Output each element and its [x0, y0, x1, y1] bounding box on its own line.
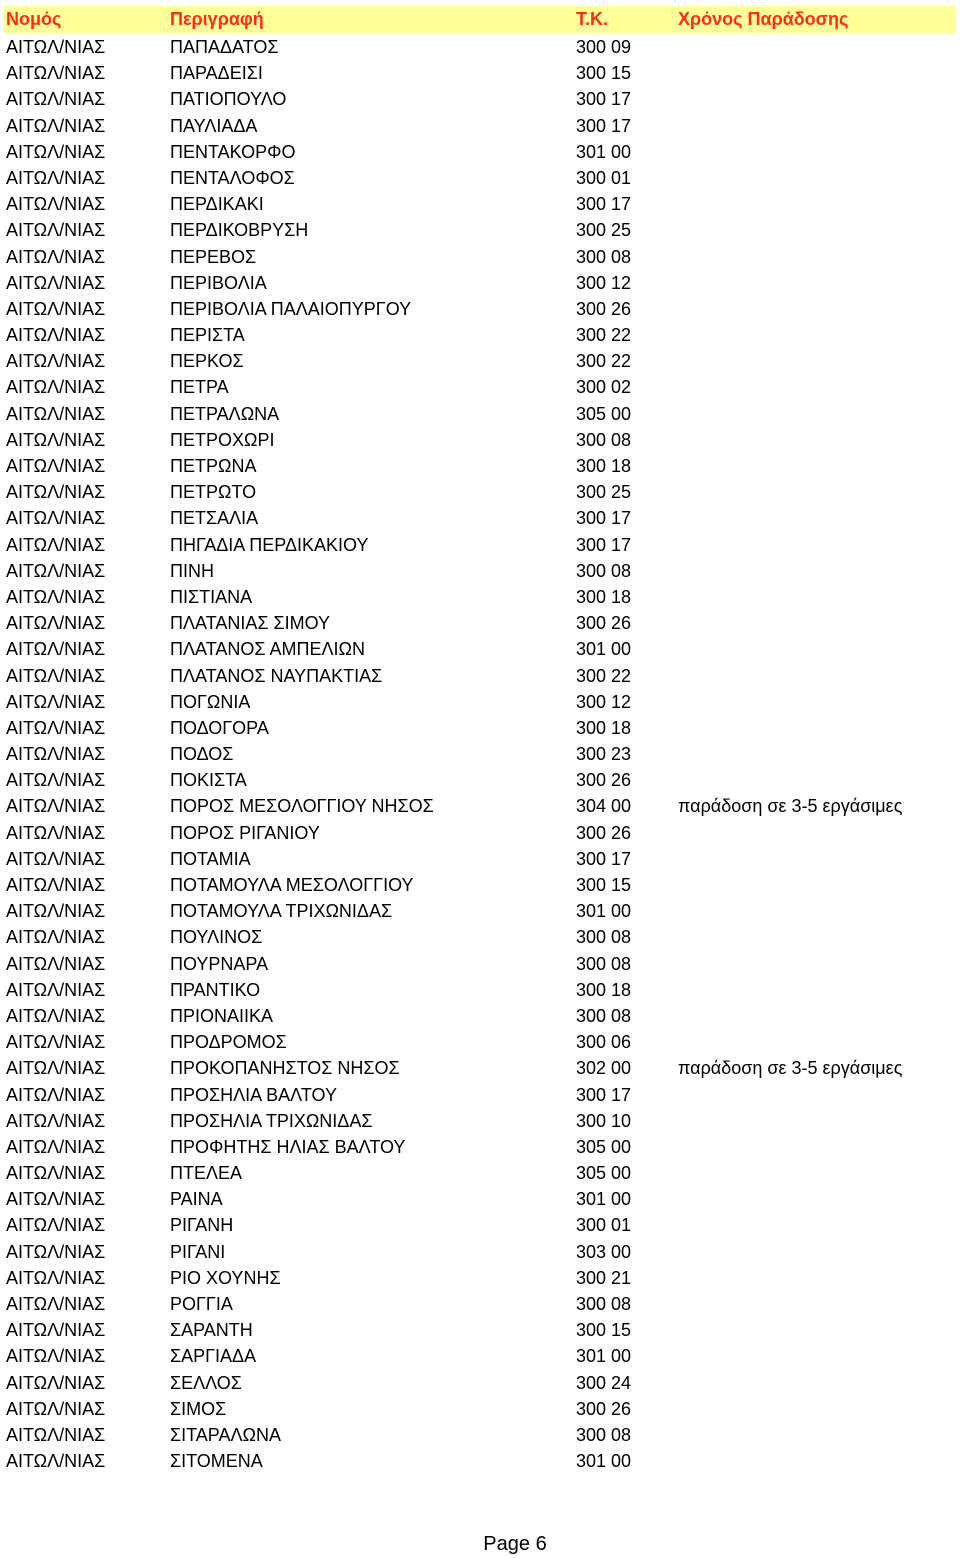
cell-perigrafi: ΣΕΛΛΟΣ — [170, 1372, 242, 1393]
cell-tk: 300 18 — [576, 586, 632, 607]
cell-tk: 300 15 — [576, 875, 632, 895]
cell-perigrafi: ΣΙΤΑΡΑΛΩΝΑ — [170, 1424, 281, 1445]
cell-nomos: ΑΙΤΩΛ/ΝΙΑΣ — [6, 325, 106, 346]
cell-perigrafi: ΣΑΡΑΝΤΗ — [170, 1320, 253, 1341]
cell-perigrafi: ΡΙΟ ΧΟΥΝΗΣ — [170, 1267, 281, 1288]
cell-tk: 300 22 — [576, 665, 632, 686]
cell-perigrafi: ΠΕΡΙΣΤΑ — [170, 325, 245, 346]
cell-tk: 301 00 — [576, 1189, 632, 1210]
cell-tk: 300 24 — [576, 1372, 632, 1393]
table-row — [4, 374, 956, 400]
table-row — [4, 1003, 956, 1029]
cell-tk: 300 17 — [576, 1084, 632, 1105]
cell-nomos: ΑΙΤΩΛ/ΝΙΑΣ — [6, 1241, 106, 1262]
cell-nomos: ΑΙΤΩΛ/ΝΙΑΣ — [6, 848, 106, 869]
cell-nomos: ΑΙΤΩΛ/ΝΙΑΣ — [6, 1267, 106, 1288]
cell-nomos: ΑΙΤΩΛ/ΝΙΑΣ — [6, 1032, 106, 1053]
cell-perigrafi: ΠΕΤΡΟΧΩΡΙ — [170, 429, 275, 450]
cell-tk: 300 12 — [576, 272, 632, 293]
cell-perigrafi: ΠΟΥΛΙΝΟΣ — [170, 927, 263, 948]
cell-perigrafi: ΠΑΤΙΟΠΟΥΛΟ — [170, 89, 287, 110]
table-row — [4, 270, 956, 296]
cell-tk: 300 26 — [576, 822, 632, 843]
cell-nomos: ΑΙΤΩΛ/ΝΙΑΣ — [6, 1005, 106, 1026]
cell-tk: 301 00 — [576, 141, 632, 162]
cell-tk: 300 12 — [576, 691, 632, 712]
cell-perigrafi: ΡΙΓΑΝΙ — [170, 1241, 226, 1262]
cell-nomos: ΑΙΤΩΛ/ΝΙΑΣ — [6, 665, 106, 686]
table-row — [4, 191, 956, 217]
cell-perigrafi: ΡΑΙΝΑ — [170, 1189, 223, 1210]
cell-nomos: ΑΙΤΩΛ/ΝΙΑΣ — [6, 796, 106, 817]
table-row — [4, 1134, 956, 1160]
cell-perigrafi: ΠΕΤΡΑΛΩΝΑ — [170, 403, 280, 424]
table-row — [4, 558, 956, 584]
cell-tk: 300 18 — [576, 456, 632, 476]
cell-perigrafi: ΠΕΤΡΩΤΟ — [170, 482, 257, 503]
cell-tk: 300 01 — [576, 1215, 632, 1236]
cell-tk: 301 00 — [576, 1346, 632, 1367]
cell-tk: 300 18 — [576, 979, 632, 1000]
cell-perigrafi: ΠΕΡΙΒΟΛΙΑ — [170, 272, 267, 293]
table-row — [4, 636, 956, 662]
table-row — [4, 322, 956, 348]
cell-tk: 300 08 — [576, 953, 632, 974]
table-row — [4, 793, 956, 819]
table-row — [4, 1186, 956, 1212]
cell-perigrafi: ΠΙΝΗ — [170, 560, 214, 581]
table-row — [4, 977, 956, 1003]
cell-nomos: ΑΙΤΩΛ/ΝΙΑΣ — [6, 979, 106, 1000]
cell-perigrafi: ΠΟΤΑΜΙΑ — [170, 848, 251, 869]
cell-nomos: ΑΙΤΩΛ/ΝΙΑΣ — [6, 220, 106, 241]
table-row — [4, 951, 956, 977]
cell-nomos: ΑΙΤΩΛ/ΝΙΑΣ — [6, 639, 106, 660]
cell-tk: 305 00 — [576, 1163, 632, 1184]
cell-nomos: ΑΙΤΩΛ/ΝΙΑΣ — [6, 194, 106, 215]
table-row — [4, 401, 956, 427]
cell-perigrafi: ΠΗΓΑΔΙΑ ΠΕΡΔΙΚΑΚΙΟΥ — [170, 534, 369, 555]
table-row — [4, 1396, 956, 1422]
cell-tk: 300 10 — [576, 1110, 632, 1131]
cell-perigrafi: ΠΛΑΤΑΝΙΑΣ ΣΙΜΟΥ — [170, 613, 331, 634]
cell-perigrafi: ΠΡΟΣΗΛΙΑ ΤΡΙΧΩΝΙΔΑΣ — [170, 1110, 373, 1131]
table-row — [4, 1265, 956, 1291]
cell-nomos: ΑΙΤΩΛ/ΝΙΑΣ — [6, 560, 106, 581]
cell-nomos: ΑΙΤΩΛ/ΝΙΑΣ — [6, 508, 106, 529]
cell-perigrafi: ΠΛΑΤΑΝΟΣ ΑΜΠΕΛΙΩΝ — [170, 639, 365, 660]
cell-perigrafi: ΠΟΤΑΜΟΥΛΑ ΤΡΙΧΩΝΙΔΑΣ — [170, 901, 393, 922]
cell-tk: 301 00 — [576, 639, 632, 660]
cell-nomos: ΑΙΤΩΛ/ΝΙΑΣ — [6, 901, 106, 922]
cell-tk: 300 09 — [576, 37, 632, 57]
cell-perigrafi: ΠΕΡΕΒΟΣ — [170, 246, 257, 267]
cell-tk: 300 22 — [576, 325, 632, 346]
cell-nomos: ΑΙΤΩΛ/ΝΙΑΣ — [6, 272, 106, 293]
cell-nomos: ΑΙΤΩΛ/ΝΙΑΣ — [6, 1451, 106, 1472]
cell-tk: 301 00 — [576, 901, 632, 922]
cell-perigrafi: ΠΕΡΚΟΣ — [170, 351, 244, 372]
cell-nomos: ΑΙΤΩΛ/ΝΙΑΣ — [6, 167, 106, 188]
cell-nomos: ΑΙΤΩΛ/ΝΙΑΣ — [6, 377, 106, 398]
cell-tk: 300 15 — [576, 1320, 632, 1341]
table-row — [4, 1291, 956, 1317]
cell-nomos: ΑΙΤΩΛ/ΝΙΑΣ — [6, 351, 106, 372]
cell-perigrafi: ΠΟΡΟΣ ΡΙΓΑΝΙΟΥ — [170, 822, 320, 843]
cell-perigrafi: ΠΟΔΟΓΟΡΑ — [170, 717, 269, 738]
cell-perigrafi: ΡΙΓΑΝΗ — [170, 1215, 234, 1236]
table-row — [4, 60, 956, 86]
cell-nomos: ΑΙΤΩΛ/ΝΙΑΣ — [6, 115, 106, 136]
cell-nomos: ΑΙΤΩΛ/ΝΙΑΣ — [6, 1058, 106, 1079]
cell-nomos: ΑΙΤΩΛ/ΝΙΑΣ — [6, 1398, 106, 1419]
cell-tk: 300 08 — [576, 246, 632, 267]
cell-perigrafi: ΠΑΥΛΙΑΔΑ — [170, 115, 258, 136]
cell-tk: 303 00 — [576, 1241, 632, 1262]
cell-perigrafi: ΠΡΑΝΤΙΚΟ — [170, 979, 261, 1000]
cell-tk: 300 17 — [576, 534, 632, 555]
cell-nomos: ΑΙΤΩΛ/ΝΙΑΣ — [6, 298, 106, 319]
cell-perigrafi: ΠΡΟΚΟΠΑΝΗΣΤΟΣ ΝΗΣΟΣ — [170, 1058, 400, 1079]
table-row — [4, 1317, 956, 1343]
table-header — [4, 6, 956, 33]
cell-perigrafi: ΠΟΓΩΝΙΑ — [170, 691, 251, 712]
cell-perigrafi: ΠΕΤΡΑ — [170, 377, 229, 398]
cell-perigrafi: ΠΡΟΣΗΛΙΑ ΒΑΛΤΟΥ — [170, 1084, 337, 1105]
cell-tk: 301 00 — [576, 1451, 632, 1472]
table-row — [4, 820, 956, 846]
cell-tk: 300 08 — [576, 1005, 632, 1026]
cell-tk: 300 08 — [576, 429, 632, 450]
cell-tk: 305 00 — [576, 403, 632, 424]
cell-tk: 300 17 — [576, 89, 632, 110]
table-row — [4, 1108, 956, 1134]
cell-nomos: ΑΙΤΩΛ/ΝΙΑΣ — [6, 37, 106, 57]
table-row — [4, 663, 956, 689]
cell-tk: 300 22 — [576, 351, 632, 372]
table-row — [4, 1212, 956, 1238]
table-row — [4, 34, 956, 60]
cell-nomos: ΑΙΤΩΛ/ΝΙΑΣ — [6, 822, 106, 843]
cell-perigrafi: ΣΑΡΓΙΑΔΑ — [170, 1346, 257, 1367]
cell-nomos: ΑΙΤΩΛ/ΝΙΑΣ — [6, 717, 106, 738]
cell-nomos: ΑΙΤΩΛ/ΝΙΑΣ — [6, 1163, 106, 1184]
cell-perigrafi: ΠΕΡΔΙΚΑΚΙ — [170, 194, 264, 215]
cell-nomos: ΑΙΤΩΛ/ΝΙΑΣ — [6, 141, 106, 162]
table-row — [4, 924, 956, 950]
cell-nomos: ΑΙΤΩΛ/ΝΙΑΣ — [6, 403, 106, 424]
cell-perigrafi: ΠΡΟΦΗΤΗΣ ΗΛΙΑΣ ΒΑΛΤΟΥ — [170, 1136, 406, 1157]
header-tk: Τ.Κ. — [576, 9, 609, 29]
cell-tk: 300 08 — [576, 560, 632, 581]
table-row — [4, 1239, 956, 1265]
cell-tk: 300 01 — [576, 167, 632, 188]
cell-tk: 300 26 — [576, 613, 632, 634]
table-row — [4, 217, 956, 243]
cell-nomos: ΑΙΤΩΛ/ΝΙΑΣ — [6, 744, 106, 765]
cell-nomos: ΑΙΤΩΛ/ΝΙΑΣ — [6, 1294, 106, 1314]
table-row — [4, 1370, 956, 1396]
cell-nomos: ΑΙΤΩΛ/ΝΙΑΣ — [6, 1346, 106, 1367]
cell-nomos: ΑΙΤΩΛ/ΝΙΑΣ — [6, 770, 106, 791]
cell-perigrafi: ΠΕΝΤΑΚΟΡΦΟ — [170, 141, 296, 162]
cell-perigrafi: ΠΟΚΙΣΤΑ — [170, 770, 247, 791]
cell-tk: 300 08 — [576, 927, 632, 948]
table-row — [4, 244, 956, 270]
cell-perigrafi: ΠΡΟΔΡΟΜΟΣ — [170, 1032, 287, 1053]
cell-perigrafi: ΠΑΡΑΔΕΙΣΙ — [170, 63, 263, 84]
cell-nomos: ΑΙΤΩΛ/ΝΙΑΣ — [6, 613, 106, 634]
cell-nomos: ΑΙΤΩΛ/ΝΙΑΣ — [6, 875, 106, 895]
cell-perigrafi: ΠΡΙΟΝΑΙΙΚΑ — [170, 1005, 274, 1026]
cell-perigrafi: ΠΙΣΤΙΑΝΑ — [170, 586, 253, 607]
cell-tk: 300 17 — [576, 848, 632, 869]
cell-perigrafi: ΠΟΤΑΜΟΥΛΑ ΜΕΣΟΛΟΓΓΙΟΥ — [170, 875, 414, 895]
cell-nomos: ΑΙΤΩΛ/ΝΙΑΣ — [6, 63, 106, 84]
table-row — [4, 532, 956, 558]
cell-tk: 302 00 — [576, 1058, 632, 1079]
table-row — [4, 453, 956, 479]
cell-tk: 300 23 — [576, 744, 632, 765]
cell-perigrafi: ΠΟΡΟΣ ΜΕΣΟΛΟΓΓΙΟΥ ΝΗΣΟΣ — [170, 796, 434, 817]
cell-tk: 304 00 — [576, 796, 632, 817]
table-row — [4, 1448, 956, 1474]
cell-perigrafi: ΠΑΠΑΔΑΤΟΣ — [170, 37, 279, 57]
cell-perigrafi: ΠΟΔΟΣ — [170, 744, 234, 765]
table-row — [4, 348, 956, 374]
cell-nomos: ΑΙΤΩΛ/ΝΙΑΣ — [6, 586, 106, 607]
page-number: Page 6 — [483, 1533, 547, 1555]
cell-nomos: ΑΙΤΩΛ/ΝΙΑΣ — [6, 1372, 106, 1393]
cell-perigrafi: ΠΕΡΔΙΚΟΒΡΥΣΗ — [170, 220, 309, 241]
cell-nomos: ΑΙΤΩΛ/ΝΙΑΣ — [6, 482, 106, 503]
cell-nomos: ΑΙΤΩΛ/ΝΙΑΣ — [6, 429, 106, 450]
cell-nomos: ΑΙΤΩΛ/ΝΙΑΣ — [6, 691, 106, 712]
cell-tk: 300 26 — [576, 770, 632, 791]
cell-tk: 300 25 — [576, 482, 632, 503]
cell-tk: 305 00 — [576, 1136, 632, 1157]
cell-nomos: ΑΙΤΩΛ/ΝΙΑΣ — [6, 927, 106, 948]
cell-perigrafi: ΠΕΡΙΒΟΛΙΑ ΠΑΛΑΙΟΠΥΡΓΟΥ — [170, 298, 412, 319]
cell-nomos: ΑΙΤΩΛ/ΝΙΑΣ — [6, 456, 106, 476]
cell-nomos: ΑΙΤΩΛ/ΝΙΑΣ — [6, 534, 106, 555]
table-row — [4, 898, 956, 924]
table-row — [4, 1055, 956, 1081]
cell-tk: 300 25 — [576, 220, 632, 241]
table-row — [4, 767, 956, 793]
cell-xronos: παράδοση σε 3-5 εργάσιμες — [678, 1058, 903, 1079]
table-row — [4, 846, 956, 872]
cell-nomos: ΑΙΤΩΛ/ΝΙΑΣ — [6, 1215, 106, 1236]
cell-tk: 300 06 — [576, 1032, 632, 1053]
cell-perigrafi: ΠΤΕΛΕΑ — [170, 1163, 243, 1184]
cell-nomos: ΑΙΤΩΛ/ΝΙΑΣ — [6, 89, 106, 110]
cell-tk: 300 17 — [576, 508, 632, 529]
cell-perigrafi: ΠΛΑΤΑΝΟΣ ΝΑΥΠΑΚΤΙΑΣ — [170, 665, 383, 686]
cell-perigrafi: ΠΕΤΡΩΝΑ — [170, 456, 257, 476]
table-row — [4, 296, 956, 322]
table-row — [4, 1343, 956, 1369]
cell-perigrafi: ΠΕΝΤΑΛΟΦΟΣ — [170, 167, 295, 188]
cell-perigrafi: ΣΙΜΟΣ — [170, 1398, 227, 1419]
cell-tk: 300 21 — [576, 1267, 632, 1288]
table-row — [4, 113, 956, 139]
cell-nomos: ΑΙΤΩΛ/ΝΙΑΣ — [6, 1320, 106, 1341]
cell-perigrafi: ΠΕΤΣΑΛΙΑ — [170, 508, 259, 529]
cell-tk: 300 17 — [576, 194, 632, 215]
table-row — [4, 689, 956, 715]
table-row — [4, 86, 956, 112]
cell-tk: 300 08 — [576, 1424, 632, 1445]
table-row — [4, 610, 956, 636]
table-row — [4, 427, 956, 453]
table-row — [4, 1160, 956, 1186]
table-row — [4, 139, 956, 165]
cell-tk: 300 17 — [576, 115, 632, 136]
table-row — [4, 872, 956, 898]
cell-tk: 300 26 — [576, 1398, 632, 1419]
cell-nomos: ΑΙΤΩΛ/ΝΙΑΣ — [6, 1189, 106, 1210]
table-row — [4, 741, 956, 767]
table-row — [4, 165, 956, 191]
table-row — [4, 479, 956, 505]
table-body — [4, 34, 956, 1474]
cell-nomos: ΑΙΤΩΛ/ΝΙΑΣ — [6, 1110, 106, 1131]
table-row — [4, 505, 956, 531]
cell-nomos: ΑΙΤΩΛ/ΝΙΑΣ — [6, 1424, 106, 1445]
table-row — [4, 715, 956, 741]
cell-tk: 300 18 — [576, 717, 632, 738]
cell-nomos: ΑΙΤΩΛ/ΝΙΑΣ — [6, 1084, 106, 1105]
cell-tk: 300 26 — [576, 298, 632, 319]
header-xronos: Χρόνος Παράδοσης — [678, 9, 849, 29]
cell-perigrafi: ΣΙΤΟΜΕΝΑ — [170, 1451, 263, 1472]
table-row — [4, 1082, 956, 1108]
cell-nomos: ΑΙΤΩΛ/ΝΙΑΣ — [6, 1136, 106, 1157]
cell-tk: 300 15 — [576, 63, 632, 84]
cell-nomos: ΑΙΤΩΛ/ΝΙΑΣ — [6, 953, 106, 974]
cell-perigrafi: ΡΟΓΓΙΑ — [170, 1294, 233, 1314]
table-row — [4, 584, 956, 610]
header-nomos: Νομός — [6, 9, 62, 29]
table-row — [4, 1029, 956, 1055]
cell-nomos: ΑΙΤΩΛ/ΝΙΑΣ — [6, 246, 106, 267]
header-perigrafi: Περιγραφή — [170, 9, 264, 29]
cell-xronos: παράδοση σε 3-5 εργάσιμες — [678, 796, 903, 817]
table-row — [4, 1422, 956, 1448]
cell-tk: 300 02 — [576, 377, 632, 398]
cell-tk: 300 08 — [576, 1294, 632, 1314]
cell-perigrafi: ΠΟΥΡΝΑΡΑ — [170, 953, 269, 974]
